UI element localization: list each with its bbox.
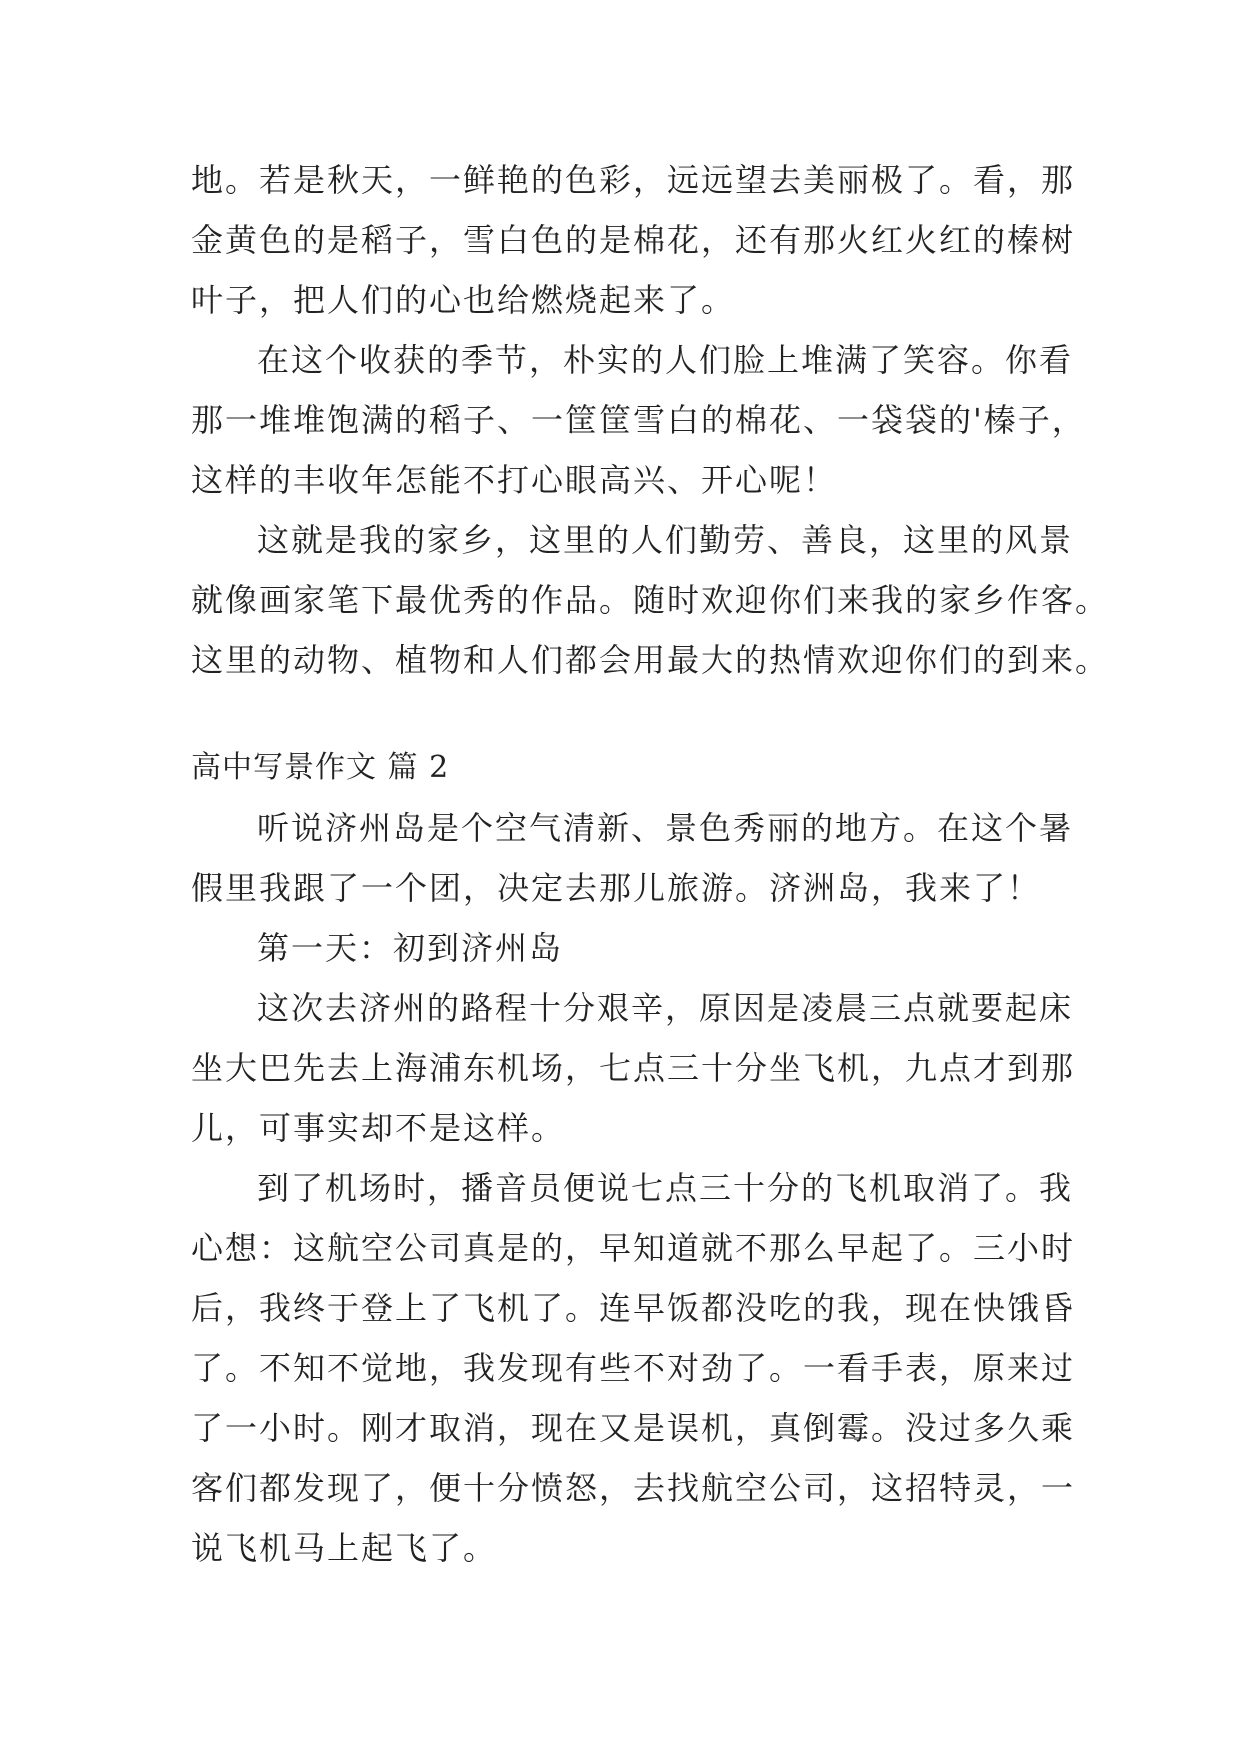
text-line: 那一堆堆饱满的稻子、一筐筐雪白的棉花、一袋袋的'榛子， <box>191 401 1086 439</box>
text-line: 到了机场时，播音员便说七点三十分的飞机取消了。我 <box>257 1169 1074 1207</box>
text-line: 这样的丰收年怎能不打心眼高兴、开心呢！ <box>191 461 838 499</box>
paragraph <box>191 160 1076 340</box>
text-line: 后，我终于登上了飞机了。连早饭都没吃的我，现在快饿昏 <box>191 1289 1076 1327</box>
text-line: 儿，可事实却不是这样。 <box>191 1109 566 1147</box>
paragraph <box>191 340 1086 520</box>
paragraph <box>191 988 1076 1168</box>
text-line: 地。若是秋天，一鲜艳的色彩，远远望去美丽极了。看，那 <box>191 161 1076 199</box>
paragraph <box>191 520 1110 700</box>
text-line: 这就是我的家乡，这里的人们勤劳、善良，这里的风景 <box>257 521 1074 559</box>
text-line: 金黄色的是稻子，雪白色的是棉花，还有那火红火红的榛树 <box>191 221 1076 259</box>
text-line: 坐大巴先去上海浦东机场，七点三十分坐飞机，九点才到那 <box>191 1049 1076 1087</box>
text-line: 在这个收获的季节，朴实的人们脸上堆满了笑容。你看 <box>257 341 1074 379</box>
paragraph <box>191 808 1074 928</box>
subheading-line: 第一天：初到济州岛 <box>257 929 564 967</box>
text-line: 客们都发现了，便十分愤怒，去找航空公司，这招特灵，一 <box>191 1469 1076 1507</box>
text-line: 听说济州岛是个空气清新、景色秀丽的地方。在这个暑 <box>257 809 1074 847</box>
text-line: 了。不知不觉地，我发现有些不对劲了。一看手表，原来过 <box>191 1349 1076 1387</box>
section-spacer <box>191 700 1051 748</box>
paragraph <box>191 1168 1076 1588</box>
text-line: 了一小时。刚才取消，现在又是误机，真倒霉。没过多久乘 <box>191 1409 1076 1447</box>
text-line: 假里我跟了一个团，决定去那儿旅游。济洲岛，我来了！ <box>191 869 1042 907</box>
text-line: 叶子，把人们的心也给燃烧起来了。 <box>191 281 736 319</box>
text-line: 就像画家笔下最优秀的作品。随时欢迎你们来我的家乡作客。 <box>191 581 1110 619</box>
text-line: 心想：这航空公司真是的，早知道就不那么早起了。三小时 <box>191 1229 1076 1267</box>
text-line: 说飞机马上起飞了。 <box>191 1529 498 1567</box>
text-line: 这里的动物、植物和人们都会用最大的热情欢迎你们的到来。 <box>191 641 1110 679</box>
document-body <box>191 160 1110 1588</box>
section-title: 高中写景作文 篇 2 <box>191 750 450 785</box>
paragraph <box>191 928 1051 988</box>
text-line: 这次去济州的路程十分艰辛，原因是凌晨三点就要起床 <box>257 989 1074 1027</box>
